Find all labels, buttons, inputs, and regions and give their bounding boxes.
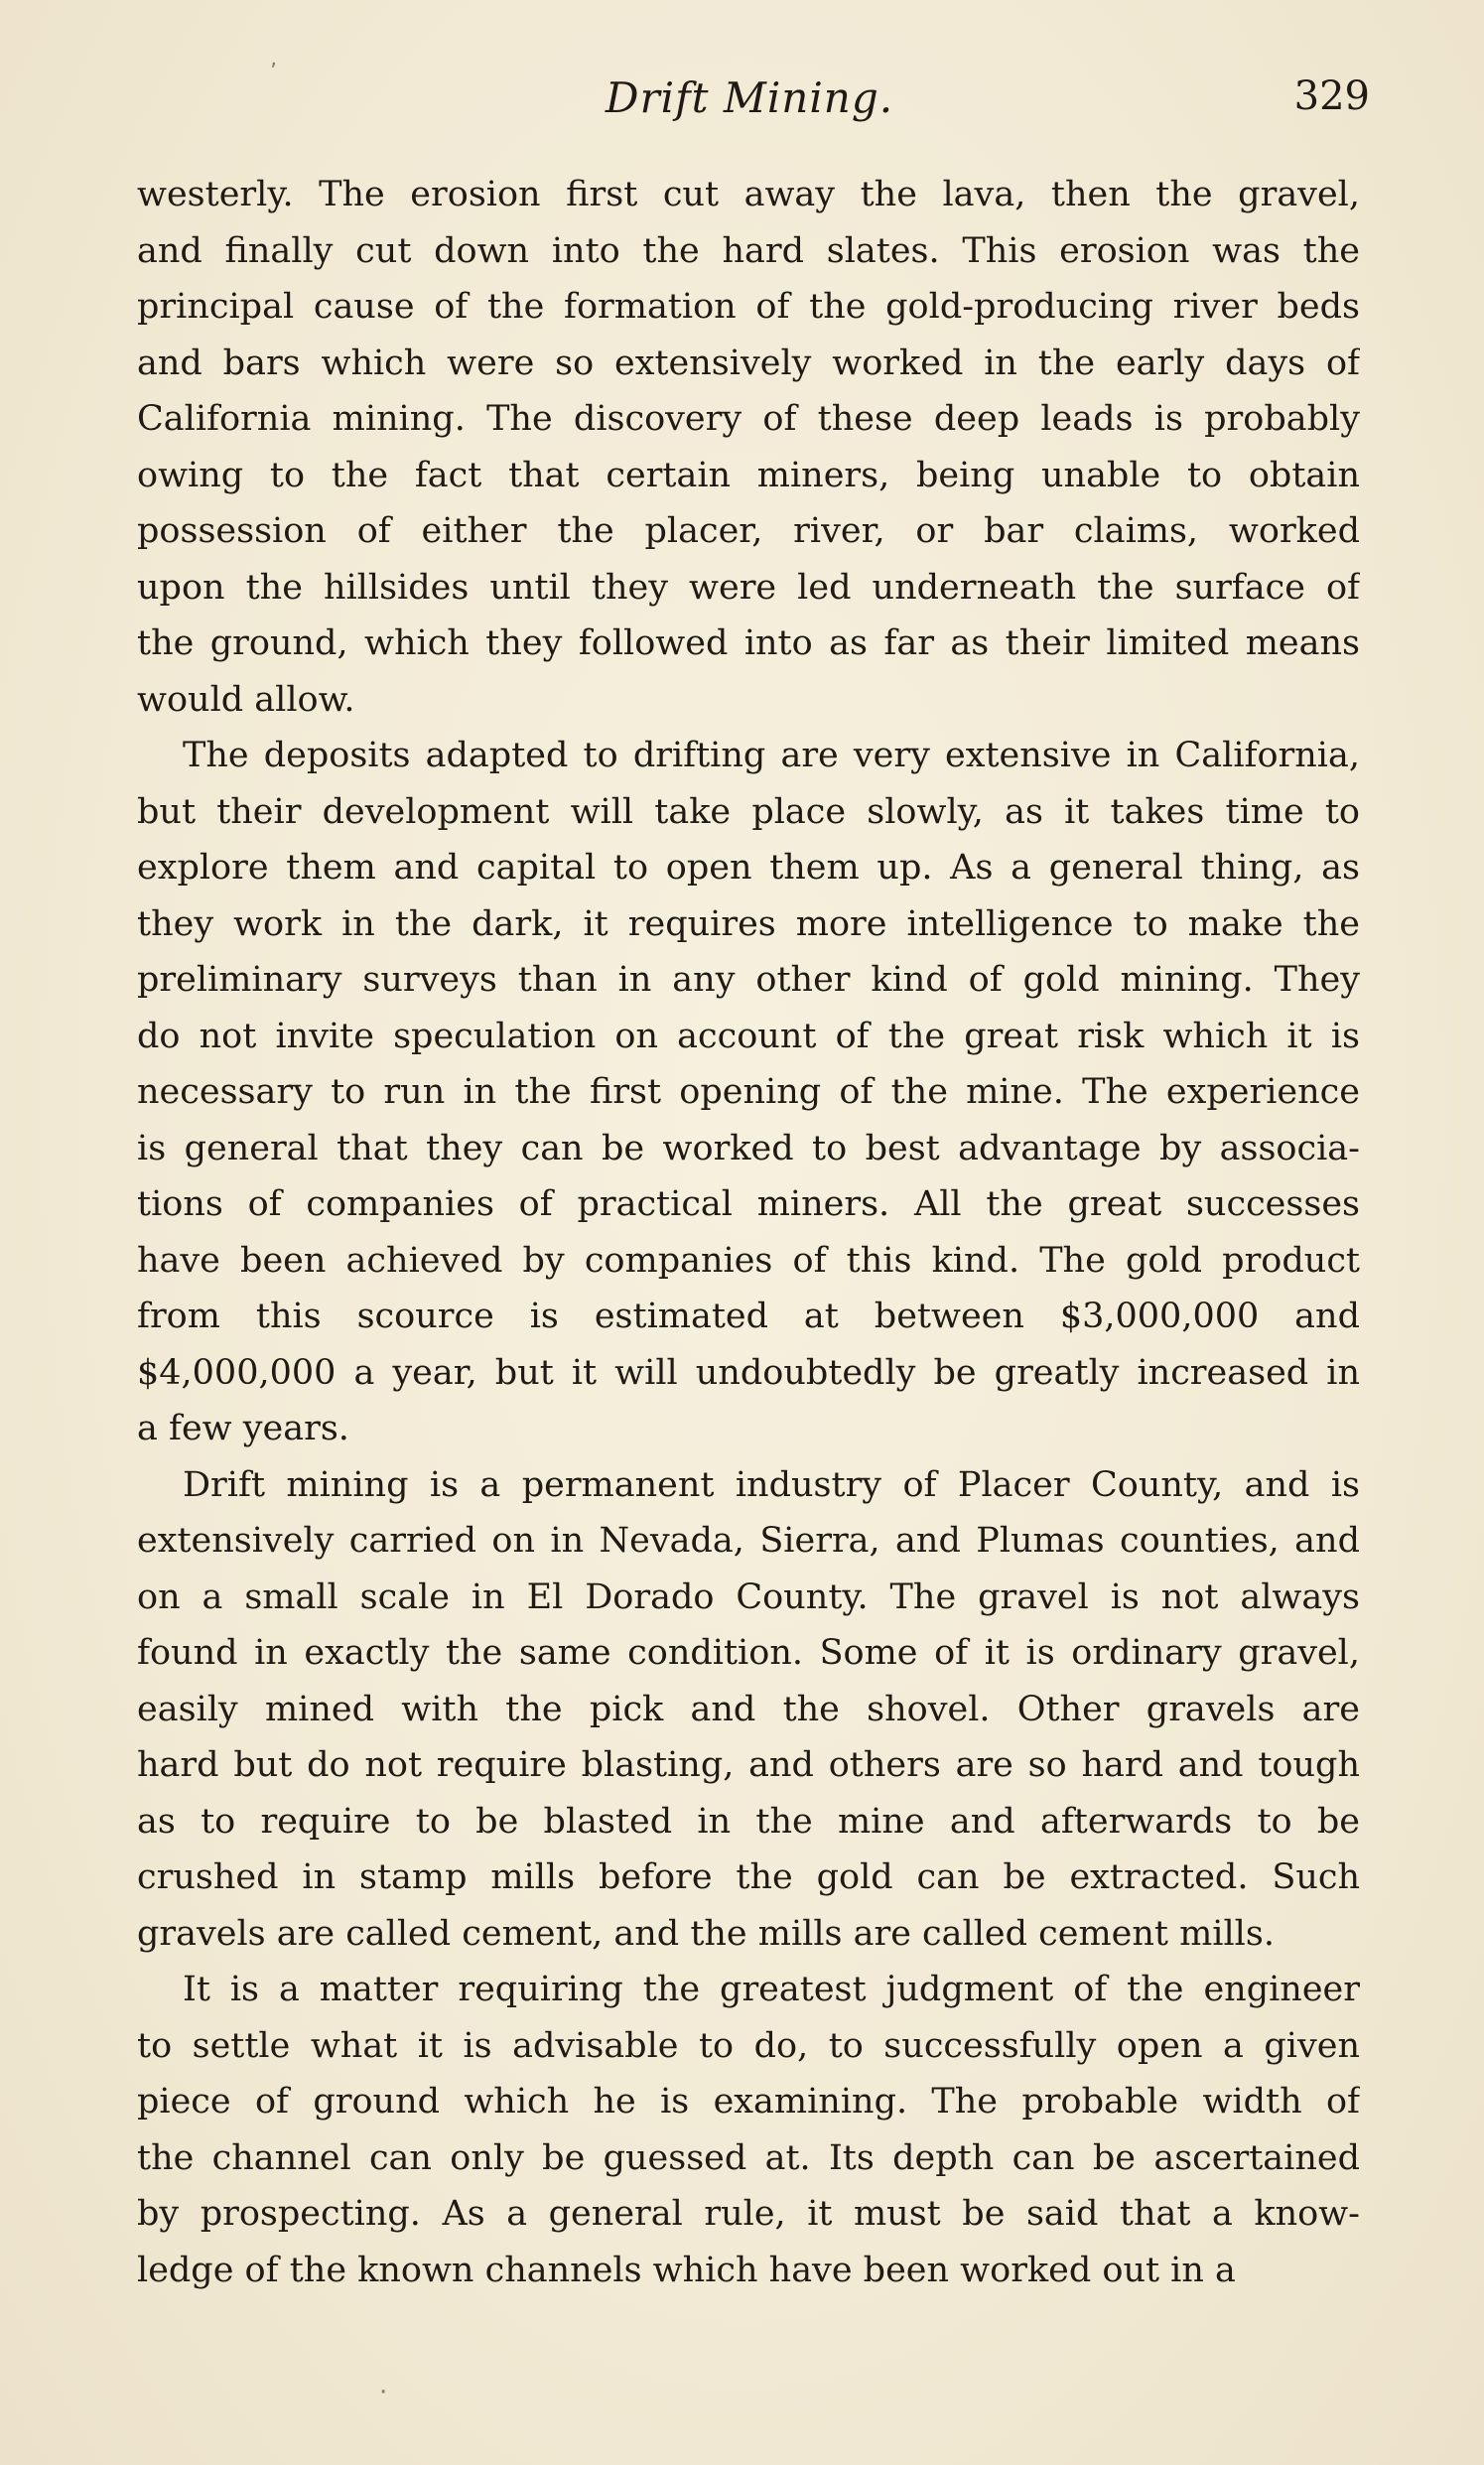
- text-line: the channel can only be guessed at. Its depth can be ascertained: [137, 2137, 1360, 2178]
- text-line: It is a matter requiring the greatest judgment of the engineer: [183, 1970, 1360, 2009]
- text-line: to settle what it is advisable to do, to successfully open a given: [137, 2025, 1360, 2066]
- text-line: California mining. The discovery of these deep leads is probably: [137, 399, 1360, 439]
- text-line: explore them and capital to open them up. As a general thing, as: [137, 848, 1360, 888]
- text-line: crushed in stamp mills before the gold can be extracted. Such: [137, 1857, 1360, 1897]
- page-number: 329: [1293, 73, 1370, 119]
- text-line: by prospecting. As a general rule, it must be said that a know-: [137, 2194, 1360, 2234]
- text-line: hard but do not require blasting, and others are so hard and tough: [137, 1745, 1360, 1785]
- text-line: a few years.: [137, 1409, 349, 1448]
- text-line: $4,000,000 a year, but it will undoubtedly be greatly increased in: [137, 1352, 1360, 1393]
- text-line: would allow.: [137, 679, 355, 720]
- text-line: and bars which were so extensively worked in the early days of: [137, 342, 1360, 383]
- page-header: [129, 71, 1370, 131]
- text-line: principal cause of the formation of the gold-producing river beds: [137, 287, 1360, 327]
- text-line: Drift mining is a permanent industry of Placer County, and is: [183, 1464, 1360, 1505]
- text-line: they work in the dark, it requires more intelligence to make the: [137, 903, 1360, 944]
- text-line: the ground, which they followed into as far as their limited means: [137, 623, 1360, 663]
- text-line: gravels are called cement, and the mills are called cement mills.: [137, 1913, 1275, 1954]
- text-line: The deposits adapted to drifting are very extensive in California,: [183, 736, 1360, 775]
- text-line: found in exactly the same condition. Some of it is ordinary gravel,: [137, 1633, 1360, 1673]
- text-line: and finally cut down into the hard slates. This erosion was the: [137, 230, 1360, 271]
- text-line: on a small scale in El Dorado County. The gravel is not always: [137, 1576, 1360, 1617]
- text-line: possession of either the placer, river, or bar claims, worked: [137, 511, 1360, 551]
- text-line: owing to the fact that certain miners, being unable to obtain: [137, 455, 1360, 495]
- text-line: preliminary surveys than in any other kind of gold mining. They: [137, 960, 1360, 1000]
- ink-speck-icon: ·: [379, 2378, 388, 2407]
- text-line: tions of companies of practical miners. All the great successes: [137, 1184, 1360, 1224]
- text-line: piece of ground which he is examining. The probable width of: [137, 2082, 1360, 2122]
- running-title: Drift Mining.: [605, 73, 894, 122]
- body-text: [137, 167, 1360, 2298]
- text-line: ledge of the known channels which have been worked out in a: [137, 2250, 1236, 2290]
- text-line: necessary to run in the first opening of the mine. The experience: [137, 1072, 1360, 1112]
- text-line: from this scource is estimated at between $3,000,000 and: [137, 1297, 1360, 1336]
- text-line: upon the hillsides until they were led underneath the surface of: [137, 567, 1360, 608]
- text-line: do not invite speculation on account of the great risk which it is: [137, 1016, 1360, 1056]
- text-line: as to require to be blasted in the mine and afterwards to be: [137, 1801, 1360, 1842]
- text-line: easily mined with the pick and the shovel. Other gravels are: [137, 1689, 1360, 1729]
- text-line: but their development will take place slowly, as it takes time to: [137, 791, 1360, 832]
- text-line: have been achieved by companies of this kind. The gold product: [137, 1240, 1360, 1281]
- text-line: is general that they can be worked to best advantage by associa-: [137, 1128, 1360, 1168]
- text-line: westerly. The erosion first cut away the lava, then the gravel,: [137, 175, 1360, 214]
- margin-mark-icon: ʼ: [270, 60, 277, 84]
- text-line: extensively carried on in Nevada, Sierra, and Plumas counties, and: [137, 1521, 1360, 1561]
